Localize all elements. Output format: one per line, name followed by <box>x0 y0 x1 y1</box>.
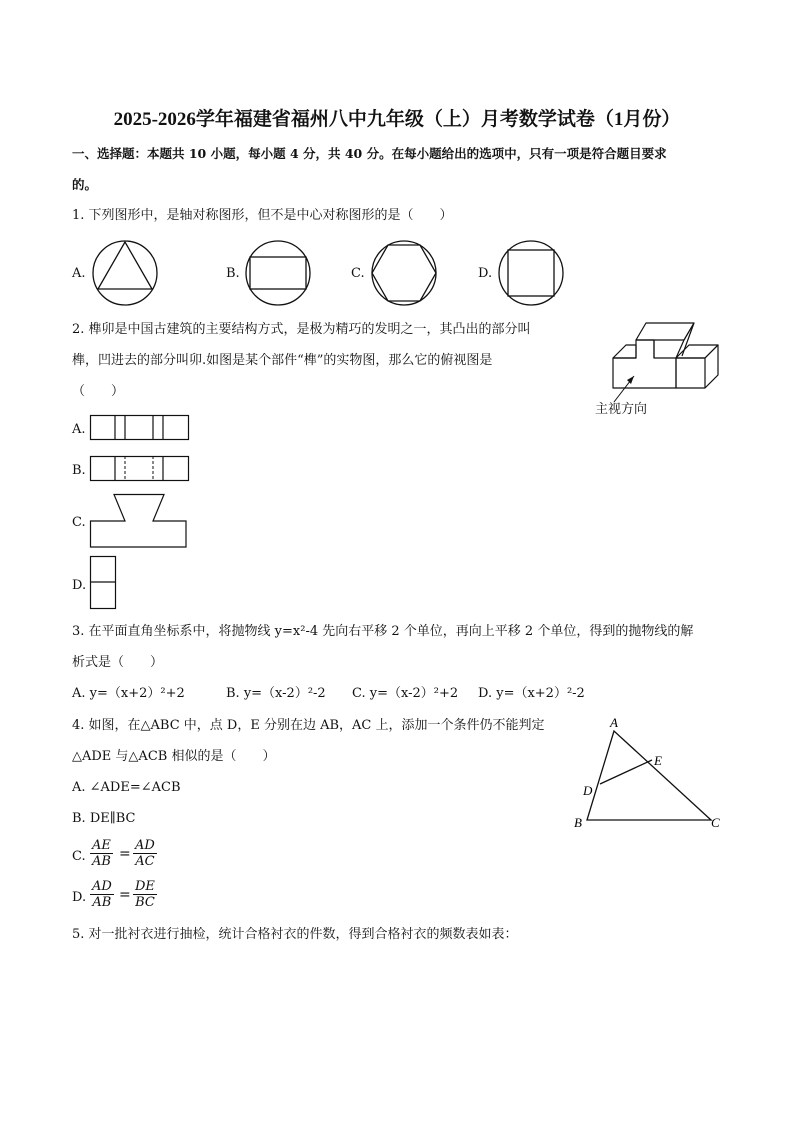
tenon-front-face <box>613 340 676 388</box>
q2-option-b-label: B. <box>72 463 86 478</box>
q2-stem-line3: （ ） <box>72 384 125 399</box>
point-e-label: E <box>654 753 662 768</box>
equals-sign: = <box>119 846 131 862</box>
q1-option-d-figure <box>498 240 568 310</box>
fraction-numerator: AD <box>92 879 112 894</box>
q1-option-d-label: D. <box>478 266 493 281</box>
fraction-numerator: DE <box>135 879 155 894</box>
arrow-head-icon <box>627 376 634 384</box>
point-d-label: D <box>583 783 593 798</box>
triangle-abc <box>587 731 711 820</box>
q1-option-b-figure <box>245 240 315 310</box>
fraction-denominator: AB <box>92 854 111 869</box>
q3-stem-line1: 3. 在平面直角坐标系中，将抛物线 y=x²-4 先向右平移 2 个单位，再向上平移 2 个单位，得到的抛物线的解 <box>72 624 694 639</box>
fraction-numerator: AE <box>92 838 111 853</box>
q4-option-d-fraction-left <box>90 879 114 910</box>
q4-option-c-fraction-left <box>90 838 113 869</box>
q4-option-d-label: D. <box>72 890 87 905</box>
q1-option-c-label: C. <box>351 266 365 281</box>
section-heading-line1: 一、选择题：本题共 10 小题，每小题 4 分，共 40 分。在每小题给出的选项中，只有一项是符合题目要求 <box>72 146 667 161</box>
q2-stem-line1: 2. 榫卯是中国古建筑的主要结构方式，是极为精巧的发明之一，其凸出的部分叫 <box>72 322 531 337</box>
square-shape <box>508 250 554 296</box>
q3-option-a: A. y=（x+2）²+2 <box>72 686 185 701</box>
rectangle-shape <box>250 257 306 289</box>
q2-option-a-label: A. <box>72 422 86 437</box>
q4-option-c-fraction-right <box>133 838 157 869</box>
equals-sign: = <box>119 887 131 903</box>
q2-caption: 主视方向 <box>595 402 648 417</box>
q1-option-b-label: B. <box>226 266 240 281</box>
fraction-denominator: BC <box>135 895 155 910</box>
q2-tenon-3d-figure <box>606 318 726 400</box>
triangle-shape <box>98 242 152 289</box>
hexagon-shape <box>372 245 436 301</box>
q4-option-c-label: C. <box>72 849 86 864</box>
q4-option-a: A. ∠ADE=∠ACB <box>72 780 181 795</box>
q4-option-b: B. DE∥BC <box>72 811 136 826</box>
q2-stem-line2: 榫，凹进去的部分叫卯.如图是某个部件“榫”的实物图，那么它的俯视图是 <box>72 353 493 368</box>
point-b-label: B <box>574 815 582 830</box>
q4-option-d-fraction-right <box>133 879 157 910</box>
page-title: 2025-2026学年福建省福州八中九年级（上）月考数学试卷（1月份） <box>113 109 681 130</box>
q1-option-a-label: A. <box>72 266 86 281</box>
q1-option-a-figure <box>92 240 162 310</box>
segment-de <box>600 760 652 784</box>
q3-option-b: B. y=（x-2）²-2 <box>226 686 326 701</box>
q5-stem: 5. 对一批衬衣进行抽检，统计合格衬衣的件数，得到合格衬衣的频数表如表： <box>72 927 518 942</box>
q1-option-c-figure <box>371 240 441 310</box>
q4-stem-line2: △ADE 与△ACB 相似的是（ ） <box>72 749 276 764</box>
q4-triangle-figure <box>570 712 730 832</box>
circle-shape <box>372 241 436 305</box>
tenon-left-top <box>613 345 636 358</box>
q2-option-c-figure <box>90 494 190 548</box>
section-heading-line2: 的。 <box>72 177 98 192</box>
q2-option-b-figure <box>90 456 190 482</box>
q2-option-c-label: C. <box>72 515 86 530</box>
q4-stem-line1: 4. 如图，在△ABC 中，点 D，E 分别在边 AB，AC 上，添加一个条件仍不能判定 <box>72 718 545 733</box>
q1-stem: 1. 下列图形中，是轴对称图形，但不是中心对称图形的是（ ） <box>72 208 453 223</box>
q3-option-d: D. y=（x+2）²-2 <box>478 686 585 701</box>
q2-option-d-label: D. <box>72 578 87 593</box>
fraction-denominator: AC <box>135 854 155 869</box>
point-c-label: C <box>711 815 720 830</box>
fraction-numerator: AD <box>135 838 155 853</box>
circle-shape <box>93 241 157 305</box>
circle-shape <box>246 241 310 305</box>
fraction-denominator: AB <box>92 895 112 910</box>
q2-option-d-figure <box>90 556 118 610</box>
point-a-label: A <box>610 715 618 730</box>
q2-option-a-figure <box>90 415 190 441</box>
q3-option-c: C. y=（x-2）²+2 <box>352 686 459 701</box>
q3-stem-line2: 析式是（ ） <box>72 655 164 670</box>
